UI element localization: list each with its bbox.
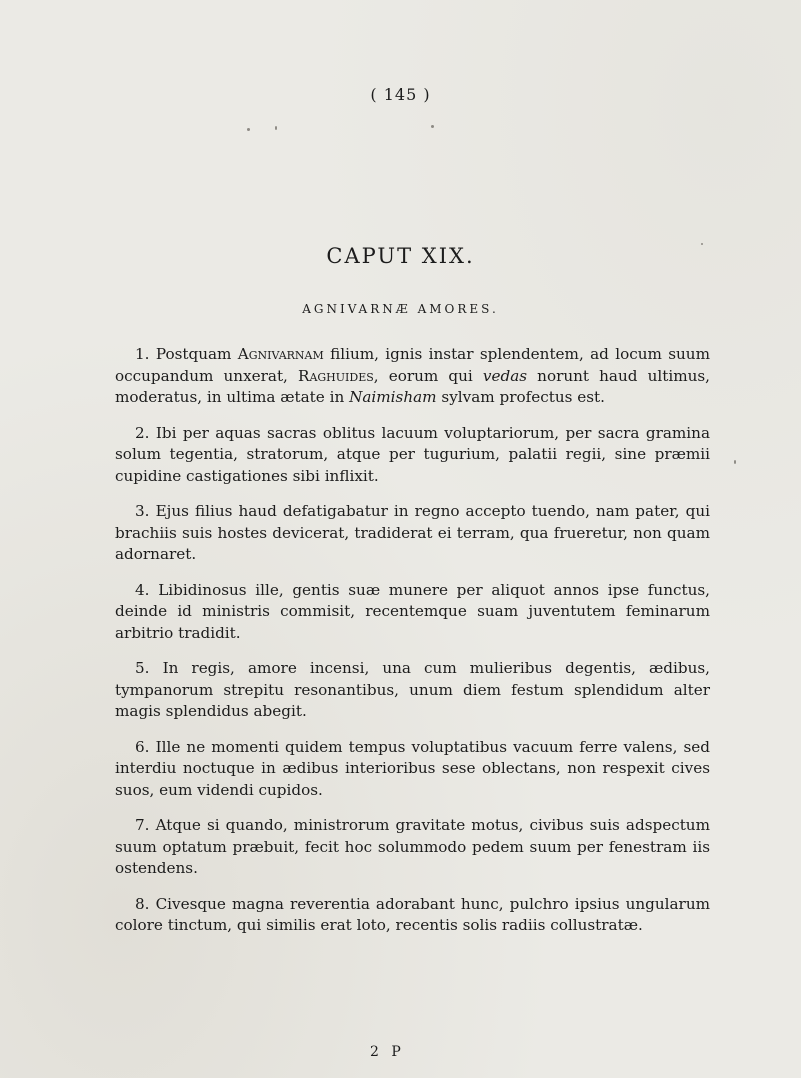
name-raghuides: Raghuides [298,366,374,385]
place-naimisham: Naimisham [349,388,437,406]
paragraph-text: Ibi per aquas sacras oblitus lacuum voluptariorum, per sacra gramina solum tegentia, stratorum, atque per tugurium, palatii regii, sine præmii cupidine castigationes sibi inflixit. [115,423,710,485]
term-vedas: vedas [482,366,528,385]
signature-mark: 2 P [370,1044,405,1060]
paragraph-text: Atque si quando, ministrorum gravitate motus, civibus suis adspectum suum optatum præbuit, fecit hoc solummodo pedem suum per fenestram iis ostendens. [115,816,710,877]
paragraph-text: sylvam profectus est. [436,388,605,406]
paragraph-number: 4. [135,580,150,599]
name-agnivarnam: Agnivarnam [237,345,324,363]
paragraph-text: , eorum qui [373,366,483,385]
paper-speck [275,126,277,130]
page-number: ( 145 ) [370,85,431,104]
paragraph-6 [115,737,710,802]
paragraph-text: In regis, amore incensi, una cum mulieribus degentis, ædibus, tympanorum strepitu resonantibus, unum diem festum splendidum alter magis splendidus abegit. [115,659,710,720]
paragraph-number: 2. [135,423,150,442]
paragraph-3 [115,501,710,566]
paragraph-7 [115,815,710,880]
paragraph-5 [115,658,710,723]
paragraph-text: Libidinosus ille, gentis suæ munere per aliquot annos ipse functus, deinde id ministris commisit, recentemque suam juventutem feminarum arbitrio tradidit. [115,580,710,642]
paragraph-text: Postquam [155,345,238,363]
paragraph-8 [115,894,710,937]
paragraph-1 [115,344,710,409]
paragraph-number: 3. [135,502,150,520]
paper-speck [734,460,736,464]
paragraph-number: 1. [135,345,150,363]
paragraph-number: 7. [135,816,150,834]
chapter-subtitle: AGNIVARNÆ AMORES. [302,302,499,316]
body-text [115,344,710,937]
paragraph-number: 8. [135,894,150,913]
paragraph-4 [115,580,710,645]
paragraph-text: Civesque magna reverentia adorabant hunc, pulchro ipsius ungularum colore tinctum, qui similis erat loto, recentis solis radiis collustratæ. [115,894,711,934]
paragraph-number: 5. [135,659,150,677]
paragraph-text: Ille ne momenti quidem tempus voluptatibus vacuum ferre valens, sed interdiu noctuque in ædibus interioribus sese oblectans, non respexit cives suos, eum videndi cupidos. [115,737,711,799]
chapter-title: CAPUT XIX. [326,244,475,268]
paragraph-2 [115,423,710,488]
paper-speck [431,125,434,128]
paper-speck [247,128,250,131]
paragraph-text: filium, ignis instar splendentem, ad locum suum occupandum unxerat, [115,345,710,385]
paragraph-number: 6. [135,737,150,756]
paragraph-text: Ejus filius haud defatigabatur in regno accepto tuendo, nam pater, qui brachiis suis hostes devicerat, tradiderat ei terram, qua frueretur, non quam adornaret. [115,502,711,563]
paragraph-text: norunt haud ultimus, moderatus, in ultima ætate in [115,366,711,406]
